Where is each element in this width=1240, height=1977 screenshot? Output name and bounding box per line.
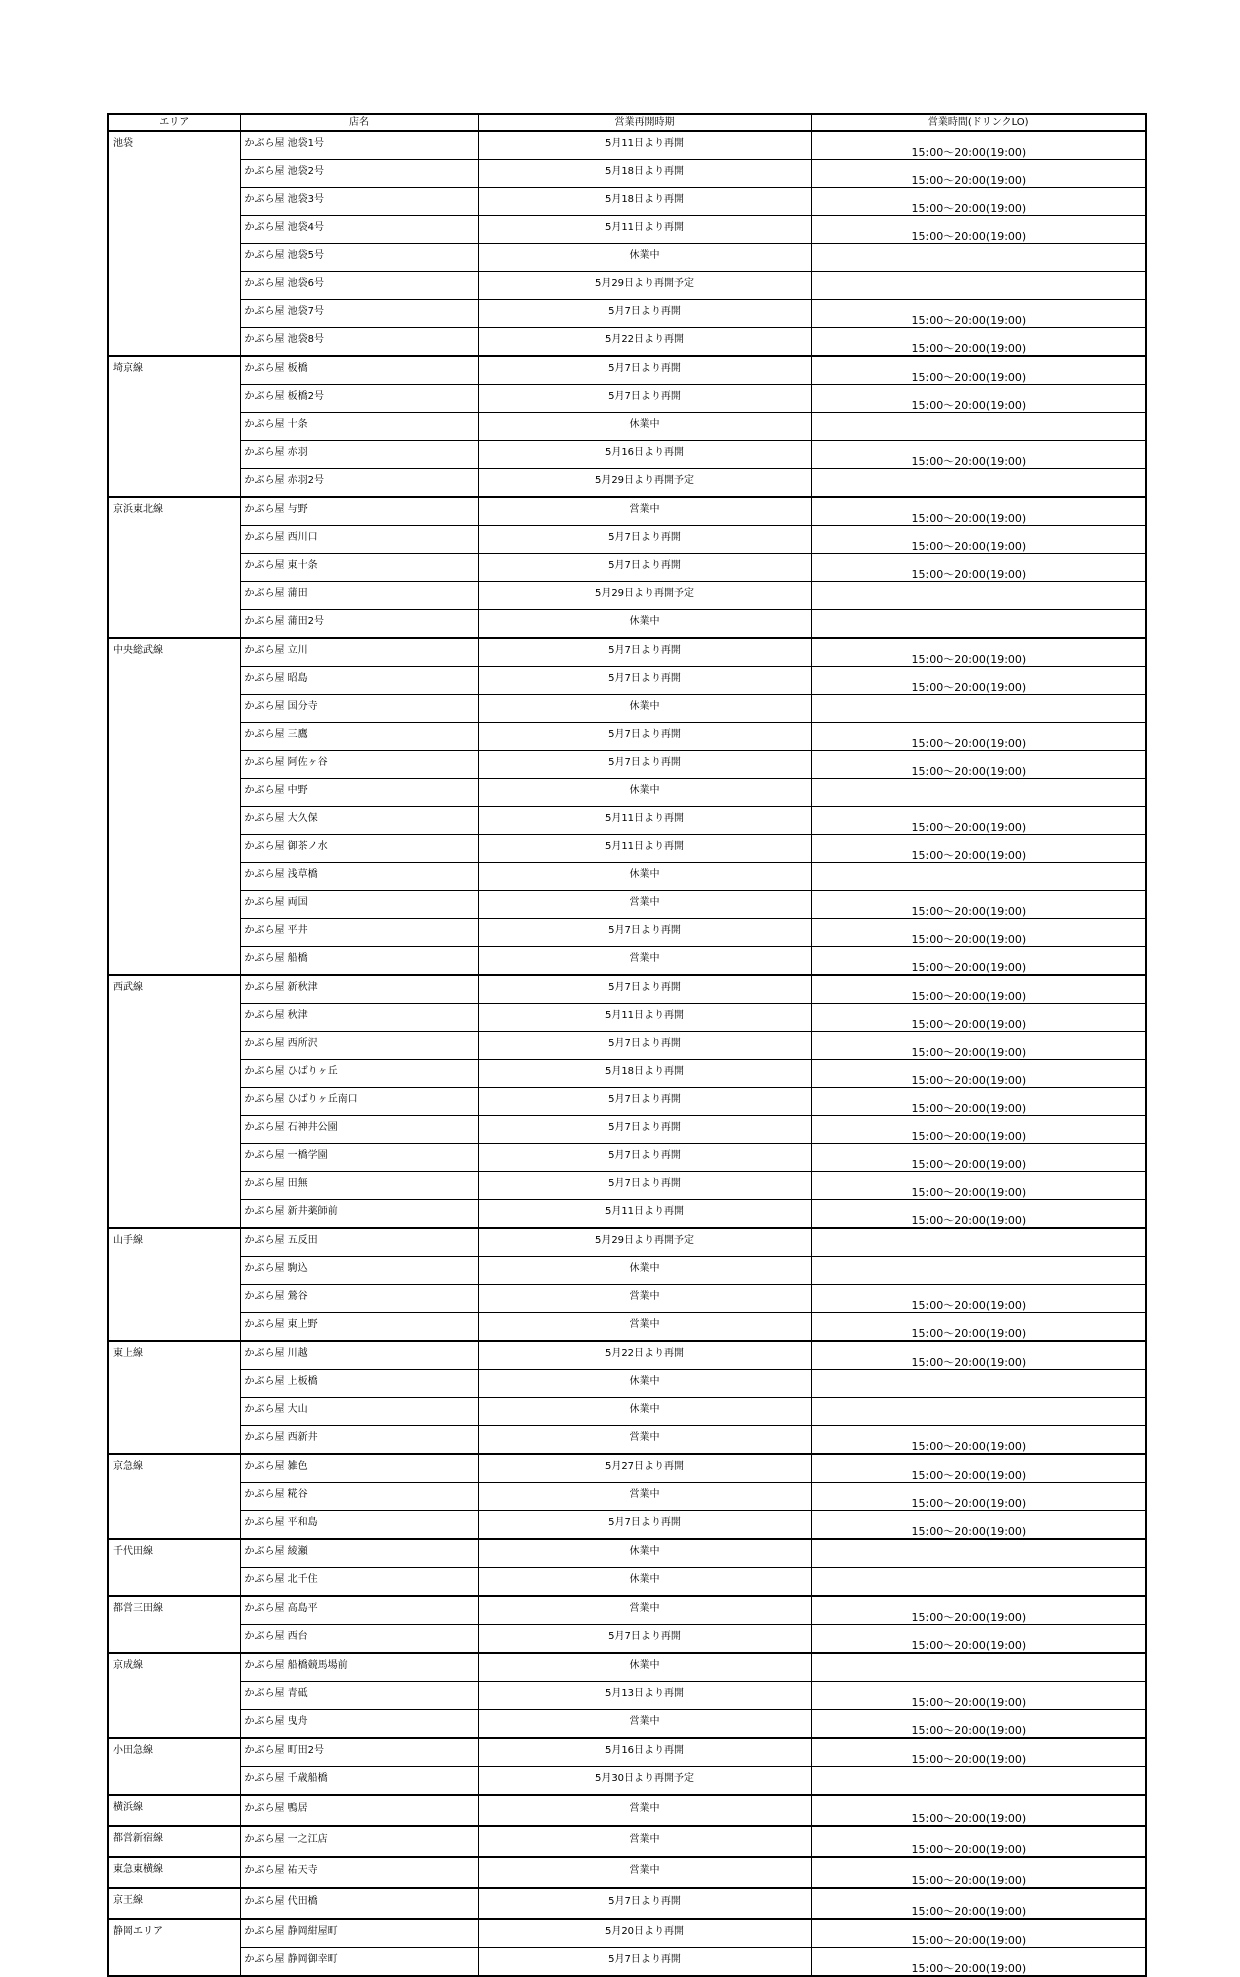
store-name-cell: かぶら屋 御茶ノ水	[240, 835, 478, 863]
table-row	[108, 1539, 1146, 1568]
business-hours-cell: 15:00～20:00(19:00)	[811, 891, 1146, 919]
table-row	[108, 328, 1146, 357]
business-hours-cell: 15:00～20:00(19:00)	[811, 947, 1146, 976]
store-name-cell: かぶら屋 立川	[240, 638, 478, 667]
table-row	[108, 1948, 1146, 1977]
business-hours-cell: 15:00～20:00(19:00)	[811, 328, 1146, 357]
business-hours-cell: 15:00～20:00(19:00)	[811, 1341, 1146, 1370]
reopen-status-cell: 5月13日より再開	[478, 1682, 811, 1710]
store-name-cell: かぶら屋 一之江店	[240, 1826, 478, 1857]
business-hours-cell: 15:00～20:00(19:00)	[811, 1857, 1146, 1888]
reopen-status-cell: 5月18日より再開	[478, 1060, 811, 1088]
store-name-cell: かぶら屋 ひばりヶ丘	[240, 1060, 478, 1088]
business-hours-cell: 15:00～20:00(19:00)	[811, 1625, 1146, 1654]
store-name-cell: かぶら屋 綾瀬	[240, 1539, 478, 1568]
area-cell: 都営新宿線	[108, 1826, 240, 1857]
table-row	[108, 497, 1146, 526]
reopen-status-cell: 営業中	[478, 1795, 811, 1826]
business-hours-cell: 15:00～20:00(19:00)	[811, 385, 1146, 413]
store-name-cell: かぶら屋 新秋津	[240, 975, 478, 1004]
business-hours-cell: 15:00～20:00(19:00)	[811, 1088, 1146, 1116]
business-hours-cell: 15:00～20:00(19:00)	[811, 526, 1146, 554]
store-name-cell: かぶら屋 昭島	[240, 667, 478, 695]
table-row	[108, 1568, 1146, 1597]
business-hours-cell: 15:00～20:00(19:00)	[811, 1172, 1146, 1200]
reopen-status-cell: 休業中	[478, 1653, 811, 1682]
store-name-cell: かぶら屋 代田橋	[240, 1888, 478, 1919]
business-hours-cell: 15:00～20:00(19:00)	[811, 975, 1146, 1004]
store-name-cell: かぶら屋 与野	[240, 497, 478, 526]
business-hours-cell	[811, 1568, 1146, 1597]
business-hours-cell	[811, 469, 1146, 498]
business-hours-cell: 15:00～20:00(19:00)	[811, 1826, 1146, 1857]
store-name-cell: かぶら屋 田無	[240, 1172, 478, 1200]
table-row	[108, 1313, 1146, 1342]
store-name-cell: かぶら屋 新井薬師前	[240, 1200, 478, 1229]
business-hours-cell: 15:00～20:00(19:00)	[811, 751, 1146, 779]
table-row	[108, 469, 1146, 498]
store-name-cell: かぶら屋 板橋2号	[240, 385, 478, 413]
store-name-cell: かぶら屋 平和島	[240, 1511, 478, 1540]
store-name-cell: かぶら屋 鴨居	[240, 1795, 478, 1826]
business-hours-cell: 15:00～20:00(19:00)	[811, 497, 1146, 526]
reopen-status-cell: 5月7日より再開	[478, 975, 811, 1004]
reopen-status-cell: 営業中	[478, 1426, 811, 1455]
reopen-status-cell: 5月7日より再開	[478, 300, 811, 328]
reopen-status-cell: 5月18日より再開	[478, 188, 811, 216]
store-name-cell: かぶら屋 船橋競馬場前	[240, 1653, 478, 1682]
reopen-status-cell: 5月7日より再開	[478, 554, 811, 582]
business-hours-cell: 15:00～20:00(19:00)	[811, 300, 1146, 328]
header-row	[108, 114, 1146, 131]
store-name-cell: かぶら屋 池袋2号	[240, 160, 478, 188]
reopen-status-cell: 5月7日より再開	[478, 1625, 811, 1654]
store-name-cell: かぶら屋 阿佐ヶ谷	[240, 751, 478, 779]
reopen-status-cell: 休業中	[478, 1257, 811, 1285]
business-hours-cell: 15:00～20:00(19:00)	[811, 1483, 1146, 1511]
business-hours-cell: 15:00～20:00(19:00)	[811, 1313, 1146, 1342]
reopen-status-cell: 5月22日より再開	[478, 1341, 811, 1370]
reopen-status-cell: 5月7日より再開	[478, 638, 811, 667]
business-hours-cell: 15:00～20:00(19:00)	[811, 188, 1146, 216]
reopen-status-cell: 休業中	[478, 413, 811, 441]
reopen-status-cell: 5月16日より再開	[478, 1738, 811, 1767]
table-row	[108, 1682, 1146, 1710]
store-name-cell: かぶら屋 ひばりヶ丘南口	[240, 1088, 478, 1116]
table-row	[108, 891, 1146, 919]
store-name-cell: かぶら屋 上板橋	[240, 1370, 478, 1398]
business-hours-cell: 15:00～20:00(19:00)	[811, 835, 1146, 863]
reopen-status-cell: 休業中	[478, 244, 811, 272]
header-area: エリア	[108, 114, 240, 131]
table-row	[108, 1060, 1146, 1088]
reopen-status-cell: 休業中	[478, 610, 811, 639]
business-hours-cell	[811, 1653, 1146, 1682]
table-row	[108, 751, 1146, 779]
store-name-cell: かぶら屋 静岡御幸町	[240, 1948, 478, 1977]
reopen-status-cell: 5月11日より再開	[478, 807, 811, 835]
business-hours-cell: 15:00～20:00(19:00)	[811, 554, 1146, 582]
reopen-status-cell: 営業中	[478, 1596, 811, 1625]
reopen-status-cell: 営業中	[478, 1483, 811, 1511]
reopen-status-cell: 営業中	[478, 497, 811, 526]
reopen-status-cell: 休業中	[478, 1370, 811, 1398]
store-name-cell: かぶら屋 西所沢	[240, 1032, 478, 1060]
reopen-status-cell: 5月7日より再開	[478, 385, 811, 413]
store-name-cell: かぶら屋 大久保	[240, 807, 478, 835]
table-row	[108, 1004, 1146, 1032]
header-hours: 営業時間(ドリンクLO)	[811, 114, 1146, 131]
reopen-status-cell: 営業中	[478, 891, 811, 919]
table-row	[108, 441, 1146, 469]
table-row	[108, 638, 1146, 667]
reopen-status-cell: 5月7日より再開	[478, 1144, 811, 1172]
reopen-status-cell: 5月7日より再開	[478, 919, 811, 947]
table-row	[108, 216, 1146, 244]
reopen-status-cell: 5月29日より再開予定	[478, 1228, 811, 1257]
table-row	[108, 272, 1146, 300]
business-hours-cell	[811, 695, 1146, 723]
area-cell: 横浜線	[108, 1795, 240, 1826]
reopen-status-cell: 5月7日より再開	[478, 751, 811, 779]
table-row	[108, 1285, 1146, 1313]
table-row	[108, 413, 1146, 441]
store-name-cell: かぶら屋 西台	[240, 1625, 478, 1654]
business-hours-cell	[811, 610, 1146, 639]
table-row	[108, 160, 1146, 188]
table-row	[108, 1032, 1146, 1060]
store-name-cell: かぶら屋 池袋4号	[240, 216, 478, 244]
area-cell: 京王線	[108, 1888, 240, 1919]
reopen-status-cell: 営業中	[478, 1826, 811, 1857]
store-name-cell: かぶら屋 曳舟	[240, 1710, 478, 1739]
reopen-status-cell: 営業中	[478, 947, 811, 976]
store-name-cell: かぶら屋 三鷹	[240, 723, 478, 751]
reopen-status-cell: 休業中	[478, 695, 811, 723]
table-row	[108, 1596, 1146, 1625]
business-hours-cell: 15:00～20:00(19:00)	[811, 723, 1146, 751]
store-name-cell: かぶら屋 池袋5号	[240, 244, 478, 272]
business-hours-cell	[811, 1370, 1146, 1398]
business-hours-cell: 15:00～20:00(19:00)	[811, 1116, 1146, 1144]
reopen-status-cell: 5月29日より再開予定	[478, 469, 811, 498]
reopen-status-cell: 休業中	[478, 779, 811, 807]
reopen-status-cell: 営業中	[478, 1313, 811, 1342]
table-row	[108, 582, 1146, 610]
reopen-status-cell: 5月11日より再開	[478, 216, 811, 244]
area-cell: 千代田線	[108, 1539, 240, 1596]
reopen-status-cell: 5月22日より再開	[478, 328, 811, 357]
table-row	[108, 947, 1146, 976]
reopen-status-cell: 営業中	[478, 1710, 811, 1739]
business-hours-cell	[811, 1257, 1146, 1285]
business-hours-cell: 15:00～20:00(19:00)	[811, 1426, 1146, 1455]
business-hours-cell	[811, 1767, 1146, 1796]
business-hours-cell	[811, 272, 1146, 300]
table-row	[108, 1257, 1146, 1285]
store-name-cell: かぶら屋 東十条	[240, 554, 478, 582]
reopen-status-cell: 休業中	[478, 1398, 811, 1426]
reopen-status-cell: 休業中	[478, 863, 811, 891]
store-name-cell: かぶら屋 十条	[240, 413, 478, 441]
store-name-cell: かぶら屋 池袋3号	[240, 188, 478, 216]
store-name-cell: かぶら屋 東上野	[240, 1313, 478, 1342]
store-name-cell: かぶら屋 赤羽	[240, 441, 478, 469]
table-row	[108, 356, 1146, 385]
business-hours-cell	[811, 1228, 1146, 1257]
business-hours-cell: 15:00～20:00(19:00)	[811, 441, 1146, 469]
table-row	[108, 1144, 1146, 1172]
table-row	[108, 1857, 1146, 1888]
store-name-cell: かぶら屋 平井	[240, 919, 478, 947]
business-hours-cell: 15:00～20:00(19:00)	[811, 1454, 1146, 1483]
business-hours-cell: 15:00～20:00(19:00)	[811, 1710, 1146, 1739]
store-name-cell: かぶら屋 千歳船橋	[240, 1767, 478, 1796]
reopen-status-cell: 営業中	[478, 1857, 811, 1888]
table-row	[108, 919, 1146, 947]
table-row	[108, 244, 1146, 272]
business-hours-cell	[811, 779, 1146, 807]
reopen-status-cell: 5月11日より再開	[478, 1004, 811, 1032]
table-row	[108, 1483, 1146, 1511]
store-name-cell: かぶら屋 両国	[240, 891, 478, 919]
store-name-cell: かぶら屋 静岡紺屋町	[240, 1919, 478, 1948]
store-name-cell: かぶら屋 蒲田2号	[240, 610, 478, 639]
store-name-cell: かぶら屋 大山	[240, 1398, 478, 1426]
business-hours-cell: 15:00～20:00(19:00)	[811, 216, 1146, 244]
store-status-table	[107, 113, 1147, 1977]
reopen-status-cell: 5月18日より再開	[478, 160, 811, 188]
store-name-cell: かぶら屋 池袋7号	[240, 300, 478, 328]
business-hours-cell: 15:00～20:00(19:00)	[811, 131, 1146, 160]
reopen-status-cell: 5月7日より再開	[478, 1888, 811, 1919]
table-row	[108, 807, 1146, 835]
table-row	[108, 1398, 1146, 1426]
area-cell: 池袋	[108, 131, 240, 356]
store-name-cell: かぶら屋 町田2号	[240, 1738, 478, 1767]
business-hours-cell: 15:00～20:00(19:00)	[811, 1144, 1146, 1172]
table-row	[108, 1426, 1146, 1455]
table-row	[108, 1088, 1146, 1116]
table-row	[108, 779, 1146, 807]
table-row	[108, 1228, 1146, 1257]
business-hours-cell: 15:00～20:00(19:00)	[811, 1738, 1146, 1767]
business-hours-cell	[811, 1398, 1146, 1426]
business-hours-cell: 15:00～20:00(19:00)	[811, 1888, 1146, 1919]
business-hours-cell: 15:00～20:00(19:00)	[811, 1511, 1146, 1540]
table-row	[108, 1454, 1146, 1483]
business-hours-cell: 15:00～20:00(19:00)	[811, 807, 1146, 835]
header-status: 営業再開時期	[478, 114, 811, 131]
table-row	[108, 610, 1146, 639]
business-hours-cell: 15:00～20:00(19:00)	[811, 1060, 1146, 1088]
business-hours-cell: 15:00～20:00(19:00)	[811, 1795, 1146, 1826]
area-cell: 京急線	[108, 1454, 240, 1539]
business-hours-cell: 15:00～20:00(19:00)	[811, 667, 1146, 695]
store-name-cell: かぶら屋 池袋6号	[240, 272, 478, 300]
table-row	[108, 188, 1146, 216]
table-row	[108, 1625, 1146, 1654]
reopen-status-cell: 5月7日より再開	[478, 1511, 811, 1540]
table-row	[108, 385, 1146, 413]
store-name-cell: かぶら屋 秋津	[240, 1004, 478, 1032]
area-cell: 中央総武線	[108, 638, 240, 975]
store-name-cell: かぶら屋 蒲田	[240, 582, 478, 610]
table-row	[108, 1795, 1146, 1826]
business-hours-cell: 15:00～20:00(19:00)	[811, 1004, 1146, 1032]
table-row	[108, 1826, 1146, 1857]
reopen-status-cell: 5月16日より再開	[478, 441, 811, 469]
table-body	[108, 131, 1146, 1976]
store-name-cell: かぶら屋 船橋	[240, 947, 478, 976]
reopen-status-cell: 5月7日より再開	[478, 356, 811, 385]
store-name-cell: かぶら屋 五反田	[240, 1228, 478, 1257]
area-cell: 西武線	[108, 975, 240, 1228]
store-name-cell: かぶら屋 池袋8号	[240, 328, 478, 357]
business-hours-cell	[811, 1539, 1146, 1568]
table-row	[108, 131, 1146, 160]
table-row	[108, 667, 1146, 695]
table-row	[108, 1767, 1146, 1796]
reopen-status-cell: 5月7日より再開	[478, 1032, 811, 1060]
business-hours-cell	[811, 582, 1146, 610]
reopen-status-cell: 5月29日より再開予定	[478, 582, 811, 610]
table-row	[108, 723, 1146, 751]
store-name-cell: かぶら屋 青砥	[240, 1682, 478, 1710]
business-hours-cell: 15:00～20:00(19:00)	[811, 1285, 1146, 1313]
store-name-cell: かぶら屋 石神井公園	[240, 1116, 478, 1144]
area-cell: 埼京線	[108, 356, 240, 497]
store-name-cell: かぶら屋 赤羽2号	[240, 469, 478, 498]
business-hours-cell: 15:00～20:00(19:00)	[811, 919, 1146, 947]
area-cell: 山手線	[108, 1228, 240, 1341]
store-name-cell: かぶら屋 中野	[240, 779, 478, 807]
reopen-status-cell: 5月11日より再開	[478, 835, 811, 863]
table-row	[108, 975, 1146, 1004]
table-row	[108, 1200, 1146, 1229]
reopen-status-cell: 5月27日より再開	[478, 1454, 811, 1483]
store-name-cell: かぶら屋 駒込	[240, 1257, 478, 1285]
reopen-status-cell: 5月7日より再開	[478, 667, 811, 695]
area-cell: 都営三田線	[108, 1596, 240, 1653]
store-name-cell: かぶら屋 高島平	[240, 1596, 478, 1625]
business-hours-cell	[811, 863, 1146, 891]
area-cell: 東急東横線	[108, 1857, 240, 1888]
business-hours-cell: 15:00～20:00(19:00)	[811, 1919, 1146, 1948]
area-cell: 静岡エリア	[108, 1919, 240, 1976]
table-row	[108, 526, 1146, 554]
store-name-cell: かぶら屋 川越	[240, 1341, 478, 1370]
store-name-cell: かぶら屋 西新井	[240, 1426, 478, 1455]
reopen-status-cell: 5月20日より再開	[478, 1919, 811, 1948]
table-row	[108, 1172, 1146, 1200]
table-row	[108, 300, 1146, 328]
business-hours-cell: 15:00～20:00(19:00)	[811, 1596, 1146, 1625]
business-hours-cell: 15:00～20:00(19:00)	[811, 1682, 1146, 1710]
area-cell: 小田急線	[108, 1738, 240, 1795]
reopen-status-cell: 5月7日より再開	[478, 526, 811, 554]
table-row	[108, 1341, 1146, 1370]
header-store: 店名	[240, 114, 478, 131]
reopen-status-cell: 5月7日より再開	[478, 723, 811, 751]
business-hours-cell: 15:00～20:00(19:00)	[811, 160, 1146, 188]
reopen-status-cell: 5月7日より再開	[478, 1116, 811, 1144]
reopen-status-cell: 営業中	[478, 1285, 811, 1313]
reopen-status-cell: 休業中	[478, 1568, 811, 1597]
store-name-cell: かぶら屋 祐天寺	[240, 1857, 478, 1888]
store-name-cell: かぶら屋 雑色	[240, 1454, 478, 1483]
reopen-status-cell: 5月7日より再開	[478, 1948, 811, 1977]
store-name-cell: かぶら屋 浅草橋	[240, 863, 478, 891]
business-hours-cell: 15:00～20:00(19:00)	[811, 1948, 1146, 1977]
store-name-cell: かぶら屋 鶯谷	[240, 1285, 478, 1313]
area-cell: 京浜東北線	[108, 497, 240, 638]
store-name-cell: かぶら屋 国分寺	[240, 695, 478, 723]
table-row	[108, 1738, 1146, 1767]
area-cell: 京成線	[108, 1653, 240, 1738]
table-row	[108, 1116, 1146, 1144]
reopen-status-cell: 5月7日より再開	[478, 1088, 811, 1116]
reopen-status-cell: 5月11日より再開	[478, 131, 811, 160]
business-hours-cell	[811, 413, 1146, 441]
reopen-status-cell: 5月30日より再開予定	[478, 1767, 811, 1796]
table-row	[108, 1710, 1146, 1739]
table-row	[108, 695, 1146, 723]
reopen-status-cell: 5月11日より再開	[478, 1200, 811, 1229]
store-name-cell: かぶら屋 糀谷	[240, 1483, 478, 1511]
table-row	[108, 554, 1146, 582]
business-hours-cell: 15:00～20:00(19:00)	[811, 638, 1146, 667]
business-hours-cell: 15:00～20:00(19:00)	[811, 1032, 1146, 1060]
store-name-cell: かぶら屋 一橋学園	[240, 1144, 478, 1172]
store-name-cell: かぶら屋 池袋1号	[240, 131, 478, 160]
store-name-cell: かぶら屋 西川口	[240, 526, 478, 554]
table-row	[108, 1919, 1146, 1948]
table-row	[108, 1888, 1146, 1919]
store-name-cell: かぶら屋 北千住	[240, 1568, 478, 1597]
business-hours-cell	[811, 244, 1146, 272]
reopen-status-cell: 5月29日より再開予定	[478, 272, 811, 300]
store-name-cell: かぶら屋 板橋	[240, 356, 478, 385]
business-hours-cell: 15:00～20:00(19:00)	[811, 356, 1146, 385]
table-row	[108, 835, 1146, 863]
table-row	[108, 1653, 1146, 1682]
table-row	[108, 1511, 1146, 1540]
reopen-status-cell: 5月7日より再開	[478, 1172, 811, 1200]
table-header	[108, 114, 1146, 131]
business-hours-cell: 15:00～20:00(19:00)	[811, 1200, 1146, 1229]
area-cell: 東上線	[108, 1341, 240, 1454]
table-row	[108, 863, 1146, 891]
table-row	[108, 1370, 1146, 1398]
reopen-status-cell: 休業中	[478, 1539, 811, 1568]
